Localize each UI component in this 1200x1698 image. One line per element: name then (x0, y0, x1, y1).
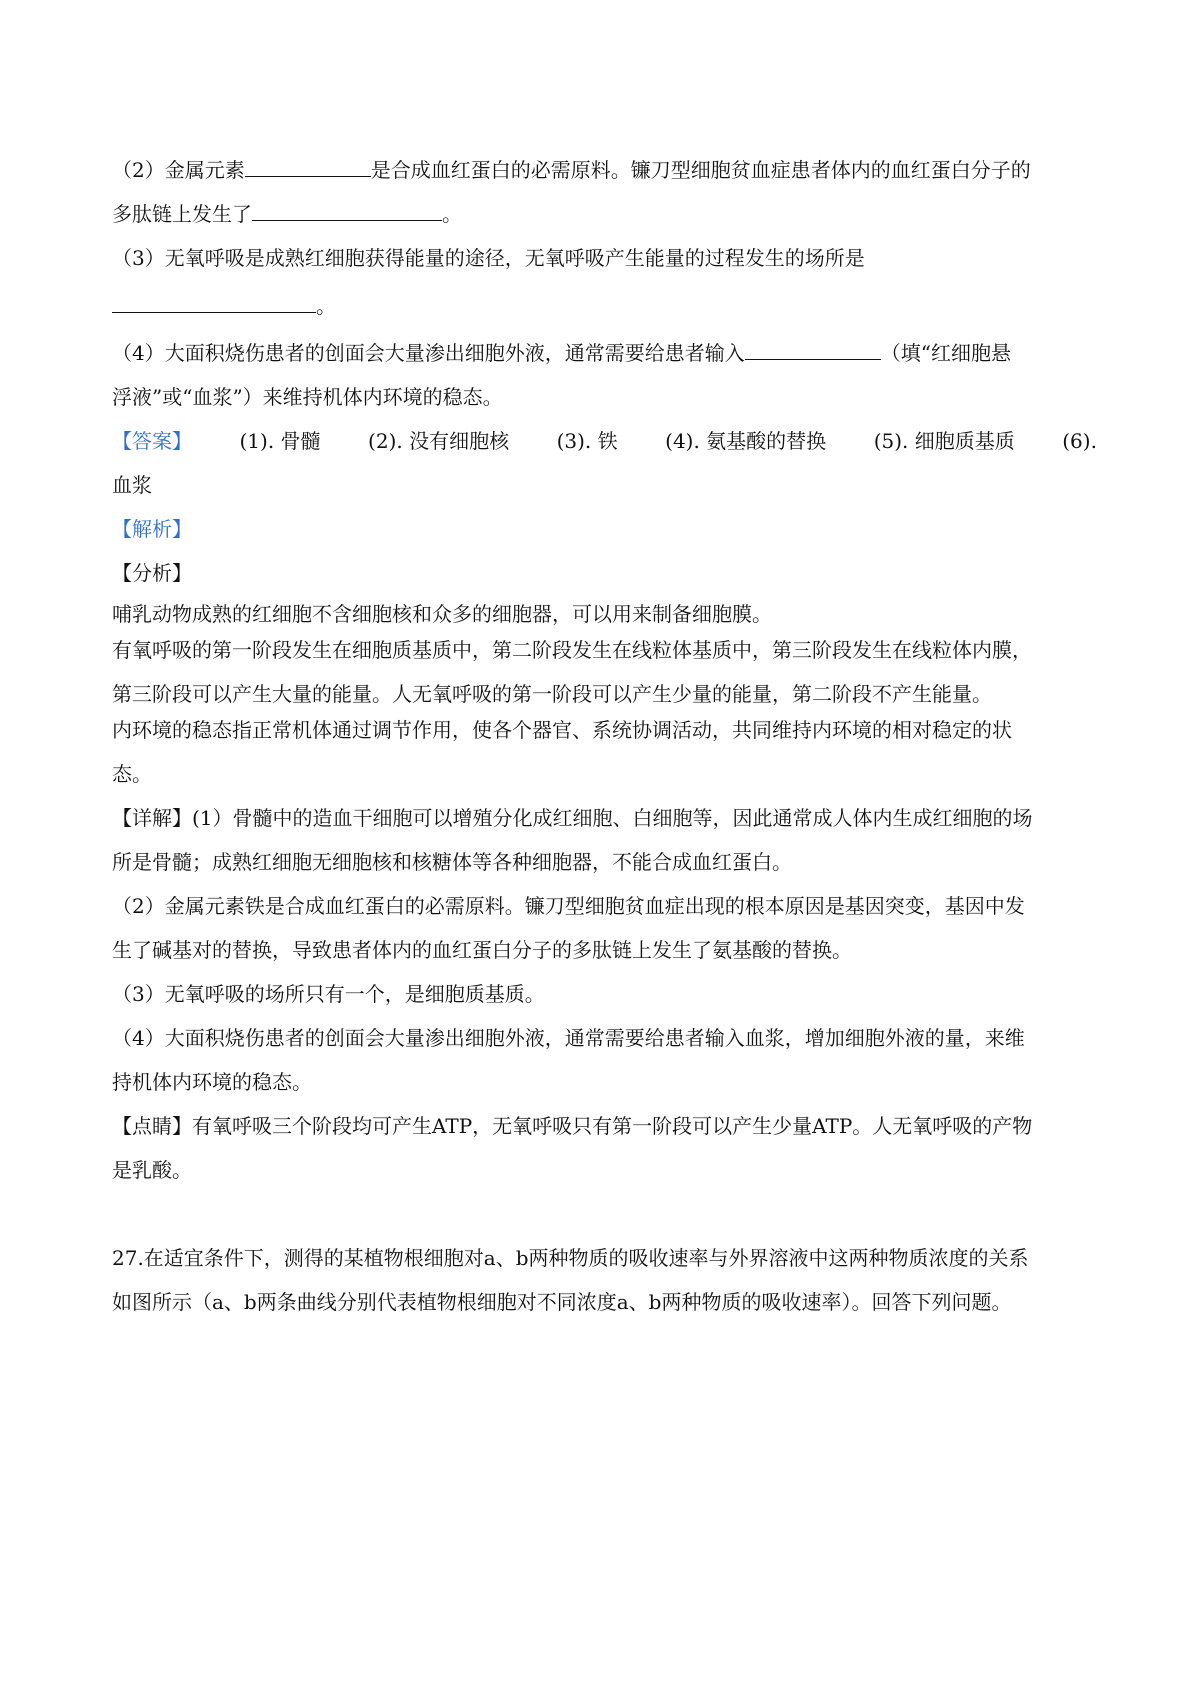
answer-item: (1). 骨髓 (239, 429, 321, 453)
q4-text-c: 浮液”或“血浆”）来维持机体内环境的稳态。 (112, 385, 503, 409)
fenxi-line: 哺乳动物成熟的红细胞不含细胞核和众多的细胞器，可以用来制备细胞膜。 (112, 602, 772, 626)
answer-item: (4). 氨基酸的替换 (665, 429, 827, 453)
answer-blank (745, 341, 881, 360)
fenxi-line: 有氧呼吸的第一阶段发生在细胞质基质中，第二阶段发生在线粒体基质中，第三阶段发生在线粒体内膜， (112, 638, 1032, 662)
q2-text-c: 多肽链上发生了 (112, 202, 252, 226)
q4-text-b: （填“红细胞悬 (880, 341, 1011, 365)
answer-continuation (112, 473, 1097, 497)
answer-item: (6). (1062, 429, 1097, 453)
answer-item: (2). 没有细胞核 (368, 429, 510, 453)
q2-text-a: （2）金属元素 (112, 158, 245, 182)
question-3-line-1 (112, 246, 1097, 270)
dianjing-line: 【点睛】有氧呼吸三个阶段均可产生ATP，无氧呼吸只有第一阶段可以产生少量ATP。人无氧呼吸的产物 (112, 1114, 1033, 1138)
answer-item: (5). 细胞质基质 (873, 429, 1015, 453)
fenxi-label: 【分析】 (112, 561, 192, 585)
fenxi-line: 第三阶段可以产生大量的能量。人无氧呼吸的第一阶段可以产生少量的能量，第二阶段不产生能量。 (112, 682, 992, 706)
detail-line: （4）大面积烧伤患者的创面会大量渗出细胞外液，通常需要给患者输入血浆，增加细胞外液的量，来维 (112, 1026, 1025, 1050)
detail-line: 所是骨髓；成熟红细胞无细胞核和核糖体等各种细胞器，不能合成血红蛋白。 (112, 850, 792, 874)
detail-line: 【详解】(1）骨髓中的造血干细胞可以增殖分化成红细胞、白细胞等，因此通常成人体内生成红细胞的场 (112, 806, 1033, 830)
question-2-line-1 (112, 158, 1097, 182)
answer-label: 【答案】 (112, 429, 192, 453)
question-2-line-2 (112, 202, 1097, 226)
question-4-line-2 (112, 385, 1097, 409)
detail-line: （2）金属元素铁是合成血红蛋白的必需原料。镰刀型细胞贫血症出现的根本原因是基因突变，基因中发 (112, 894, 1025, 918)
answer-blank (245, 158, 371, 177)
analysis-label: 【解析】 (112, 517, 192, 541)
question-3-line-2 (112, 294, 1097, 318)
answer-blank (252, 202, 442, 221)
answer-line (112, 429, 1097, 453)
q2-text-d: 。 (442, 202, 462, 226)
q2-text-b: 是合成血红蛋白的必需原料。镰刀型细胞贫血症患者体内的血红蛋白分子的 (370, 158, 1031, 182)
answer-blank (112, 294, 316, 313)
q3-text-b: 。 (316, 294, 336, 318)
q3-text-a: （3）无氧呼吸是成熟红细胞获得能量的途径，无氧呼吸产生能量的过程发生的场所是 (112, 246, 865, 270)
detail-line: 持机体内环境的稳态。 (112, 1070, 312, 1094)
detail-line: （3）无氧呼吸的场所只有一个，是细胞质基质。 (112, 982, 545, 1006)
detail-line: 生了碱基对的替换，导致患者体内的血红蛋白分子的多肽链上发生了氨基酸的替换。 (112, 938, 852, 962)
dianjing-line: 是乳酸。 (112, 1158, 192, 1182)
question-4-line-1 (112, 341, 1097, 365)
q4-text-a: （4）大面积烧伤患者的创面会大量渗出细胞外液，通常需要给患者输入 (112, 341, 745, 365)
answer-item: (3). 铁 (556, 429, 618, 453)
answer-item-6: 血浆 (112, 473, 152, 497)
question-27-line: 如图所示（a、b两条曲线分别代表植物根细胞对不同浓度a、b两种物质的吸收速率）。回答下列问题。 (112, 1290, 1012, 1314)
fenxi-line: 内环境的稳态指正常机体通过调节作用，使各个器官、系统协调活动，共同维持内环境的相对稳定的状 (112, 718, 1012, 742)
fenxi-line: 态。 (112, 762, 152, 786)
document-content (112, 150, 1097, 1314)
question-27-line: 27.在适宜条件下，测得的某植物根细胞对a、b两种物质的吸收速率与外界溶液中这两种物质浓度的关系 (112, 1246, 1029, 1270)
